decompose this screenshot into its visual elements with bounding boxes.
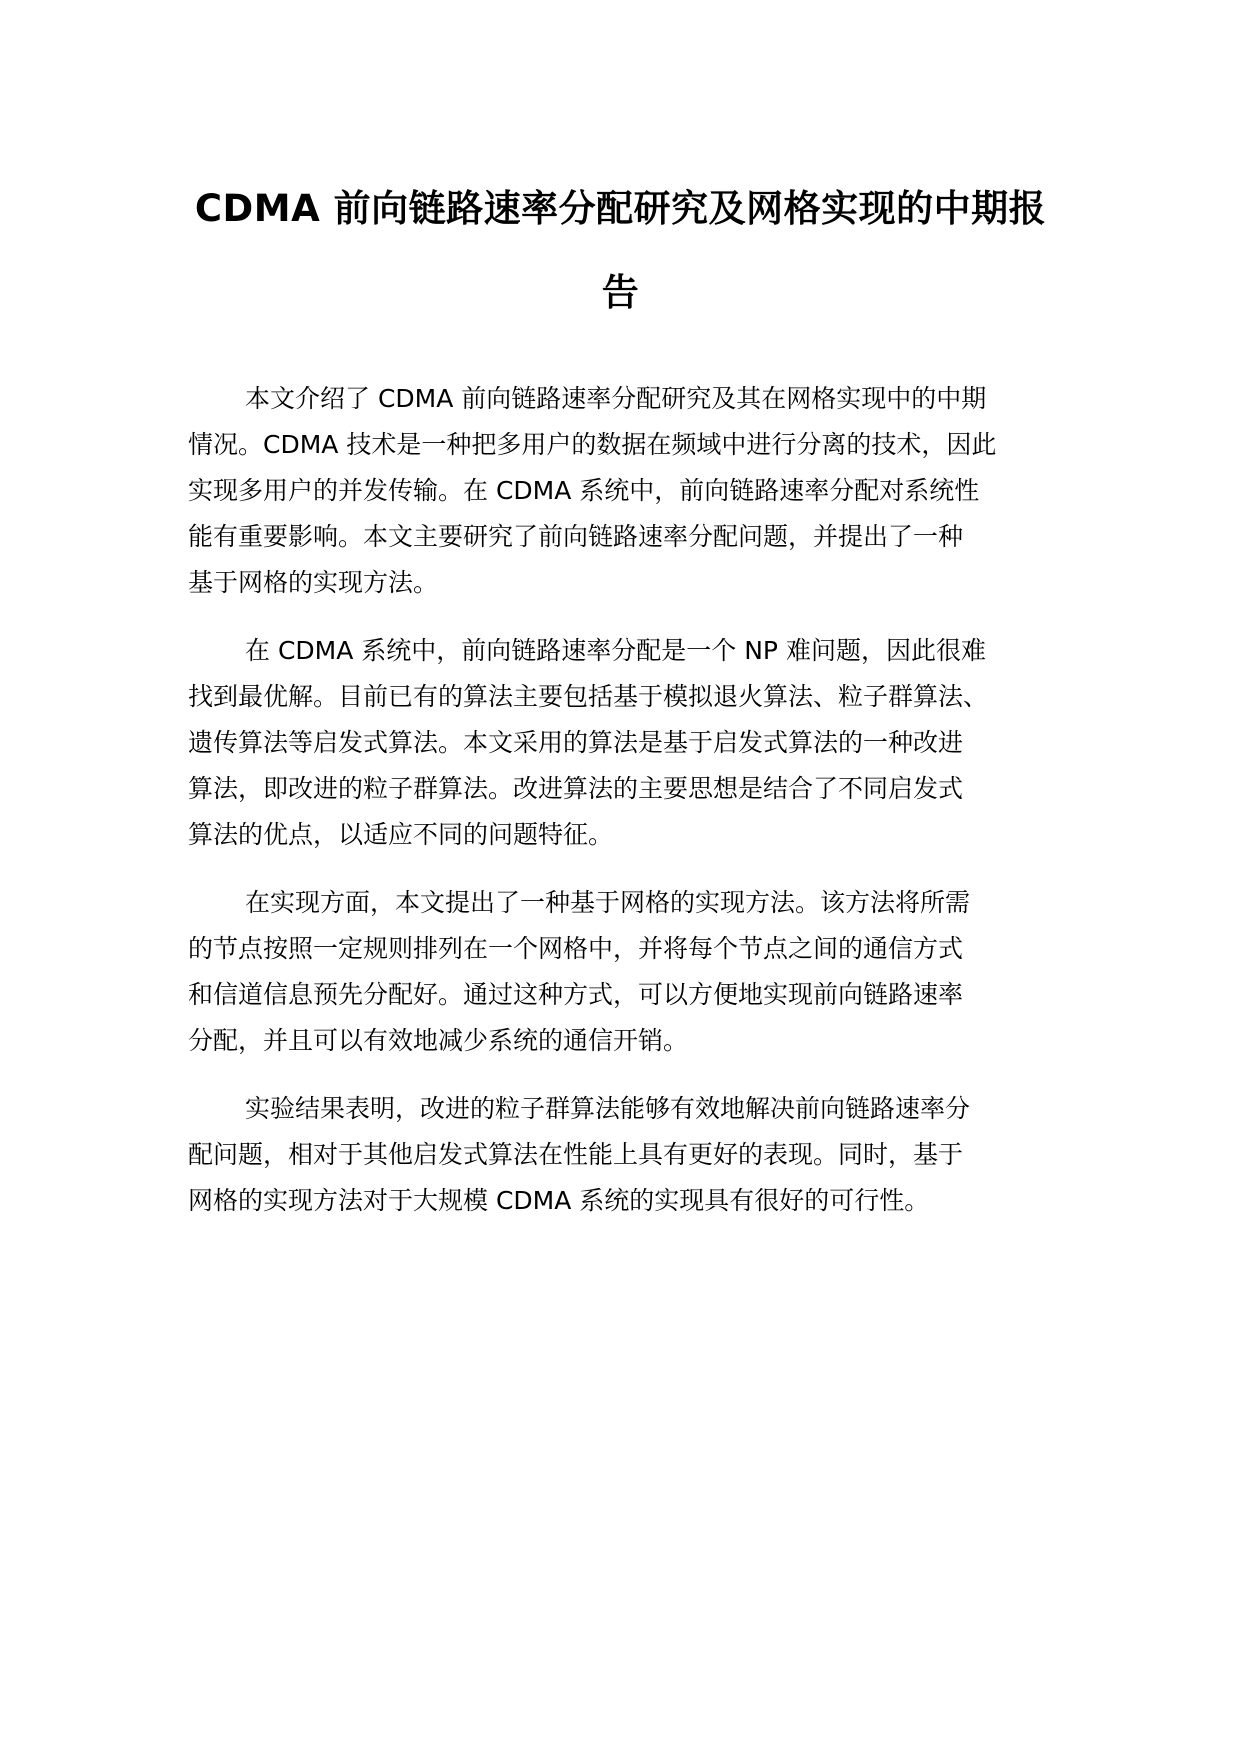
paragraph-line: 实现多用户的并发传输。在 CDMA 系统中，前向链路速率分配对系统性 bbox=[188, 476, 980, 505]
paragraph-line: 配问题，相对于其他启发式算法在性能上具有更好的表现。同时，基于 bbox=[188, 1140, 964, 1169]
paragraph-3 bbox=[188, 880, 1088, 1064]
document-title-line-1: CDMA 前向链路速率分配研究及网格实现的中期报 bbox=[194, 187, 1047, 230]
paragraph-line: 网格的实现方法对于大规模 CDMA 系统的实现具有很好的可行性。 bbox=[188, 1186, 930, 1215]
paragraph-line: 遗传算法等启发式算法。本文采用的算法是基于启发式算法的一种改进 bbox=[188, 728, 964, 757]
document-body bbox=[188, 376, 1088, 1246]
paragraph-line: 分配，并且可以有效地减少系统的通信开销。 bbox=[188, 1026, 689, 1055]
paragraph-line: 算法，即改进的粒子群算法。改进算法的主要思想是结合了不同启发式 bbox=[188, 774, 964, 803]
paragraph-line: 能有重要影响。本文主要研究了前向链路速率分配问题，并提出了一种 bbox=[188, 522, 964, 551]
paragraph-2 bbox=[188, 628, 1088, 858]
paragraph-line: 和信道信息预先分配好。通过这种方式，可以方便地实现前向链路速率 bbox=[188, 980, 964, 1009]
paragraph-1 bbox=[188, 376, 1088, 606]
paragraph-line: 的节点按照一定规则排列在一个网格中，并将每个节点之间的通信方式 bbox=[188, 934, 964, 963]
paragraph-line: 找到最优解。目前已有的算法主要包括基于模拟退火算法、粒子群算法、 bbox=[188, 682, 989, 711]
paragraph-line: 基于网格的实现方法。 bbox=[188, 568, 439, 597]
paragraph-line: 算法的优点，以适应不同的问题特征。 bbox=[188, 820, 614, 849]
paragraph-4 bbox=[188, 1086, 1088, 1224]
document-title-line-2: 告 bbox=[601, 271, 640, 314]
paragraph-line: 在实现方面，本文提出了一种基于网格的实现方法。该方法将所需 bbox=[245, 888, 971, 917]
paragraph-line: 情况。CDMA 技术是一种把多用户的数据在频域中进行分离的技术，因此 bbox=[188, 430, 997, 459]
paragraph-line: 本文介绍了 CDMA 前向链路速率分配研究及其在网格实现中的中期 bbox=[245, 384, 987, 413]
paragraph-line: 实验结果表明，改进的粒子群算法能够有效地解决前向链路速率分 bbox=[245, 1094, 971, 1123]
paragraph-line: 在 CDMA 系统中，前向链路速率分配是一个 NP 难问题，因此很难 bbox=[245, 636, 986, 665]
